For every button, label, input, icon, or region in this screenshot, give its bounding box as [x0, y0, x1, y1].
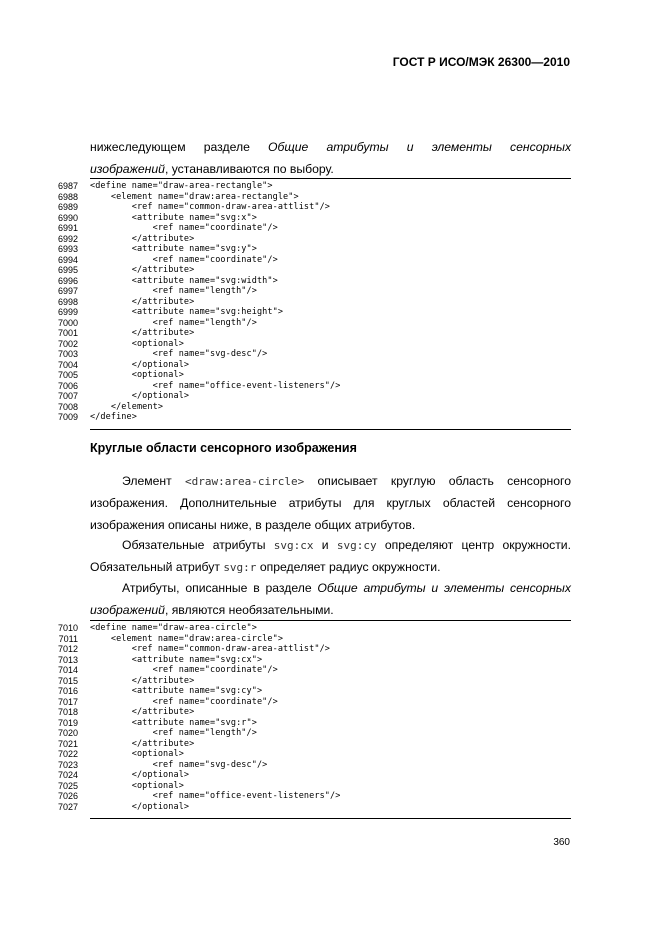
document-header: ГОСТ Р ИСО/МЭК 26300—2010	[392, 55, 570, 69]
line-number: 7002	[57, 338, 78, 349]
line-number: 7025	[57, 780, 78, 791]
line-number: 7019	[57, 717, 78, 728]
inline-code: svg:cx	[273, 539, 314, 552]
code-text: <attribute name="svg:r">	[90, 717, 257, 728]
code-text: <ref name="office-event-listeners"/>	[90, 791, 341, 801]
code-text: <attribute name="svg:y">	[90, 244, 257, 254]
p2-text: Обязательные атрибуты	[122, 538, 274, 552]
line-number: 7020	[57, 728, 78, 738]
section-heading: Круглые области сенсорного изображения	[90, 441, 357, 455]
code-text: </optional>	[90, 770, 190, 780]
code-text: <ref name="svg-desc"/>	[90, 349, 268, 359]
code-text: <attribute name="svg:width">	[90, 275, 278, 286]
code-text: <optional>	[90, 780, 184, 791]
code-text: <ref name="office-event-listeners"/>	[90, 380, 341, 391]
line-number: 7011	[58, 633, 78, 644]
p1-line-3: изображения описаны ниже, в разделе общих атрибутов.	[90, 518, 416, 532]
code-text: </attribute>	[90, 675, 195, 686]
code-text: <ref name="coordinate"/>	[90, 223, 278, 233]
code-text: <define name="draw-area-rectangle">	[90, 181, 273, 191]
line-number: 7022	[57, 749, 78, 759]
code-text: <optional>	[90, 370, 184, 380]
p2-line-1	[90, 534, 571, 557]
line-number: 7009	[57, 412, 78, 422]
line-number: 7000	[57, 317, 78, 328]
line-number: 7001	[57, 328, 78, 338]
line-number: 6999	[57, 307, 78, 317]
line-number: 6996	[57, 275, 78, 286]
inline-code: svg:cy	[336, 539, 377, 552]
code-text: <element name="draw:area-circle">	[90, 633, 284, 644]
code-text: <ref name="common-draw-area-attlist"/>	[90, 644, 331, 654]
code-text: </optional>	[90, 801, 190, 812]
code-top-rule	[90, 620, 571, 621]
paragraph-circle-element-cont	[90, 492, 571, 536]
line-number: 6993	[57, 244, 78, 254]
code-text: <attribute name="svg:height">	[90, 307, 284, 317]
line-number: 6995	[57, 265, 78, 275]
line-number: 7021	[57, 738, 78, 749]
page-number: 360	[553, 837, 570, 848]
code-text: <ref name="coordinate"/>	[90, 665, 278, 675]
code-text: <attribute name="svg:x">	[90, 212, 257, 223]
line-number: 7016	[57, 686, 78, 696]
p3-italic: изображений	[90, 603, 165, 617]
intro-word: Общие	[268, 140, 309, 154]
line-number: 7024	[57, 770, 78, 780]
line-number: 7017	[57, 696, 78, 707]
intro-paragraph	[90, 136, 571, 180]
code-text: </attribute>	[90, 328, 195, 338]
code-text: </optional>	[90, 359, 190, 370]
intro-rest: , устанавливаются по выбору.	[164, 162, 334, 176]
code-text: <ref name="svg-desc"/>	[90, 759, 268, 770]
inline-code: svg:r	[223, 561, 257, 574]
paragraph-optional-attributes	[90, 577, 571, 599]
line-number: 7007	[57, 391, 78, 401]
code-text: </optional>	[90, 391, 190, 401]
code-text: <ref name="length"/>	[90, 728, 257, 738]
line-number: 7010	[57, 623, 78, 633]
intro-word: сенсорных	[510, 140, 572, 154]
code-text: </attribute>	[90, 707, 195, 717]
line-number: 6988	[57, 191, 78, 202]
line-number: 7018	[57, 707, 78, 717]
code-text: </attribute>	[90, 296, 195, 307]
p3-text: Атрибуты, описанные в разделе	[122, 581, 318, 595]
line-number: 6987	[57, 181, 78, 191]
code-text: <ref name="coordinate"/>	[90, 254, 278, 265]
code-text: <element name="draw:area-rectangle">	[90, 191, 299, 202]
p3-line-1	[90, 577, 571, 599]
line-number: 7014	[57, 665, 78, 675]
line-number: 7004	[57, 359, 78, 370]
code-bottom-rule	[90, 429, 571, 430]
intro-line-2	[90, 158, 571, 180]
paragraph-required-attributes	[90, 534, 571, 557]
code-text: </element>	[90, 401, 164, 412]
code-text: </attribute>	[90, 233, 195, 244]
code-text: <attribute name="svg:cx">	[90, 654, 263, 665]
code-text: </define>	[90, 412, 137, 422]
code-bottom-rule	[90, 818, 571, 819]
paragraph-required-attributes-cont	[90, 556, 571, 579]
code-text: <optional>	[90, 749, 184, 759]
line-number: 6992	[57, 233, 78, 244]
p2-text: Обязательный атрибут	[90, 560, 224, 574]
p1-line-1	[90, 470, 571, 493]
line-number: 7003	[57, 349, 78, 359]
code-text: <optional>	[90, 338, 184, 349]
intro-line-1	[90, 136, 571, 158]
line-number: 7027	[57, 801, 78, 812]
inline-code: <draw:area-circle>	[185, 475, 305, 488]
paragraph-optional-attributes-cont	[90, 599, 571, 621]
line-number: 7013	[57, 654, 78, 665]
line-number: 6997	[57, 286, 78, 296]
code-text: </attribute>	[90, 738, 195, 749]
code-text: <attribute name="svg:cy">	[90, 686, 263, 696]
line-number: 7026	[57, 791, 78, 801]
code-text: <ref name="common-draw-area-attlist"/>	[90, 202, 331, 212]
intro-word: атрибуты	[326, 140, 389, 154]
code-text: <ref name="length"/>	[90, 286, 257, 296]
code-text: <define name="draw-area-circle">	[90, 623, 257, 633]
intro-word: разделе	[203, 140, 250, 154]
code-text: <ref name="length"/>	[90, 317, 257, 328]
line-number: 7023	[57, 759, 78, 770]
intro-word: элементы	[431, 140, 492, 154]
code-top-rule	[90, 178, 571, 179]
p3-italic: Общие атрибуты и элементы сенсорных	[317, 581, 571, 595]
intro-word: и	[406, 140, 414, 154]
p2-text: и	[313, 538, 337, 552]
line-number: 7008	[57, 401, 78, 412]
p3-text: , являются необязательными.	[164, 603, 334, 617]
p2-text: определяют центр окружности.	[376, 538, 571, 552]
paragraph-circle-element	[90, 470, 571, 493]
p2-line-2	[90, 556, 571, 579]
line-number: 6989	[57, 202, 78, 212]
line-number: 7012	[57, 644, 78, 654]
p1-text: Элемент	[122, 474, 185, 488]
intro-italic: изображений	[90, 162, 165, 176]
line-number: 7005	[57, 370, 78, 380]
code-text: </attribute>	[90, 265, 195, 275]
p3-line-2	[90, 599, 571, 621]
line-number: 7006	[57, 380, 78, 391]
intro-word: нижеследующем	[90, 140, 186, 154]
p2-text: определяет радиус окружности.	[256, 560, 441, 574]
line-number: 6990	[57, 212, 78, 223]
code-text: <ref name="coordinate"/>	[90, 696, 278, 707]
code-listing-circle	[40, 620, 571, 822]
p1-line-2: изображения. Дополнительные атрибуты для круглых областей сенсорного	[90, 496, 571, 510]
code-listing-rectangle	[40, 178, 571, 432]
p1-text: описывает круглую область сенсорного	[304, 474, 571, 488]
line-number: 6994	[57, 254, 78, 265]
line-number: 6991	[57, 223, 78, 233]
line-number: 6998	[57, 296, 78, 307]
line-number: 7015	[57, 675, 78, 686]
